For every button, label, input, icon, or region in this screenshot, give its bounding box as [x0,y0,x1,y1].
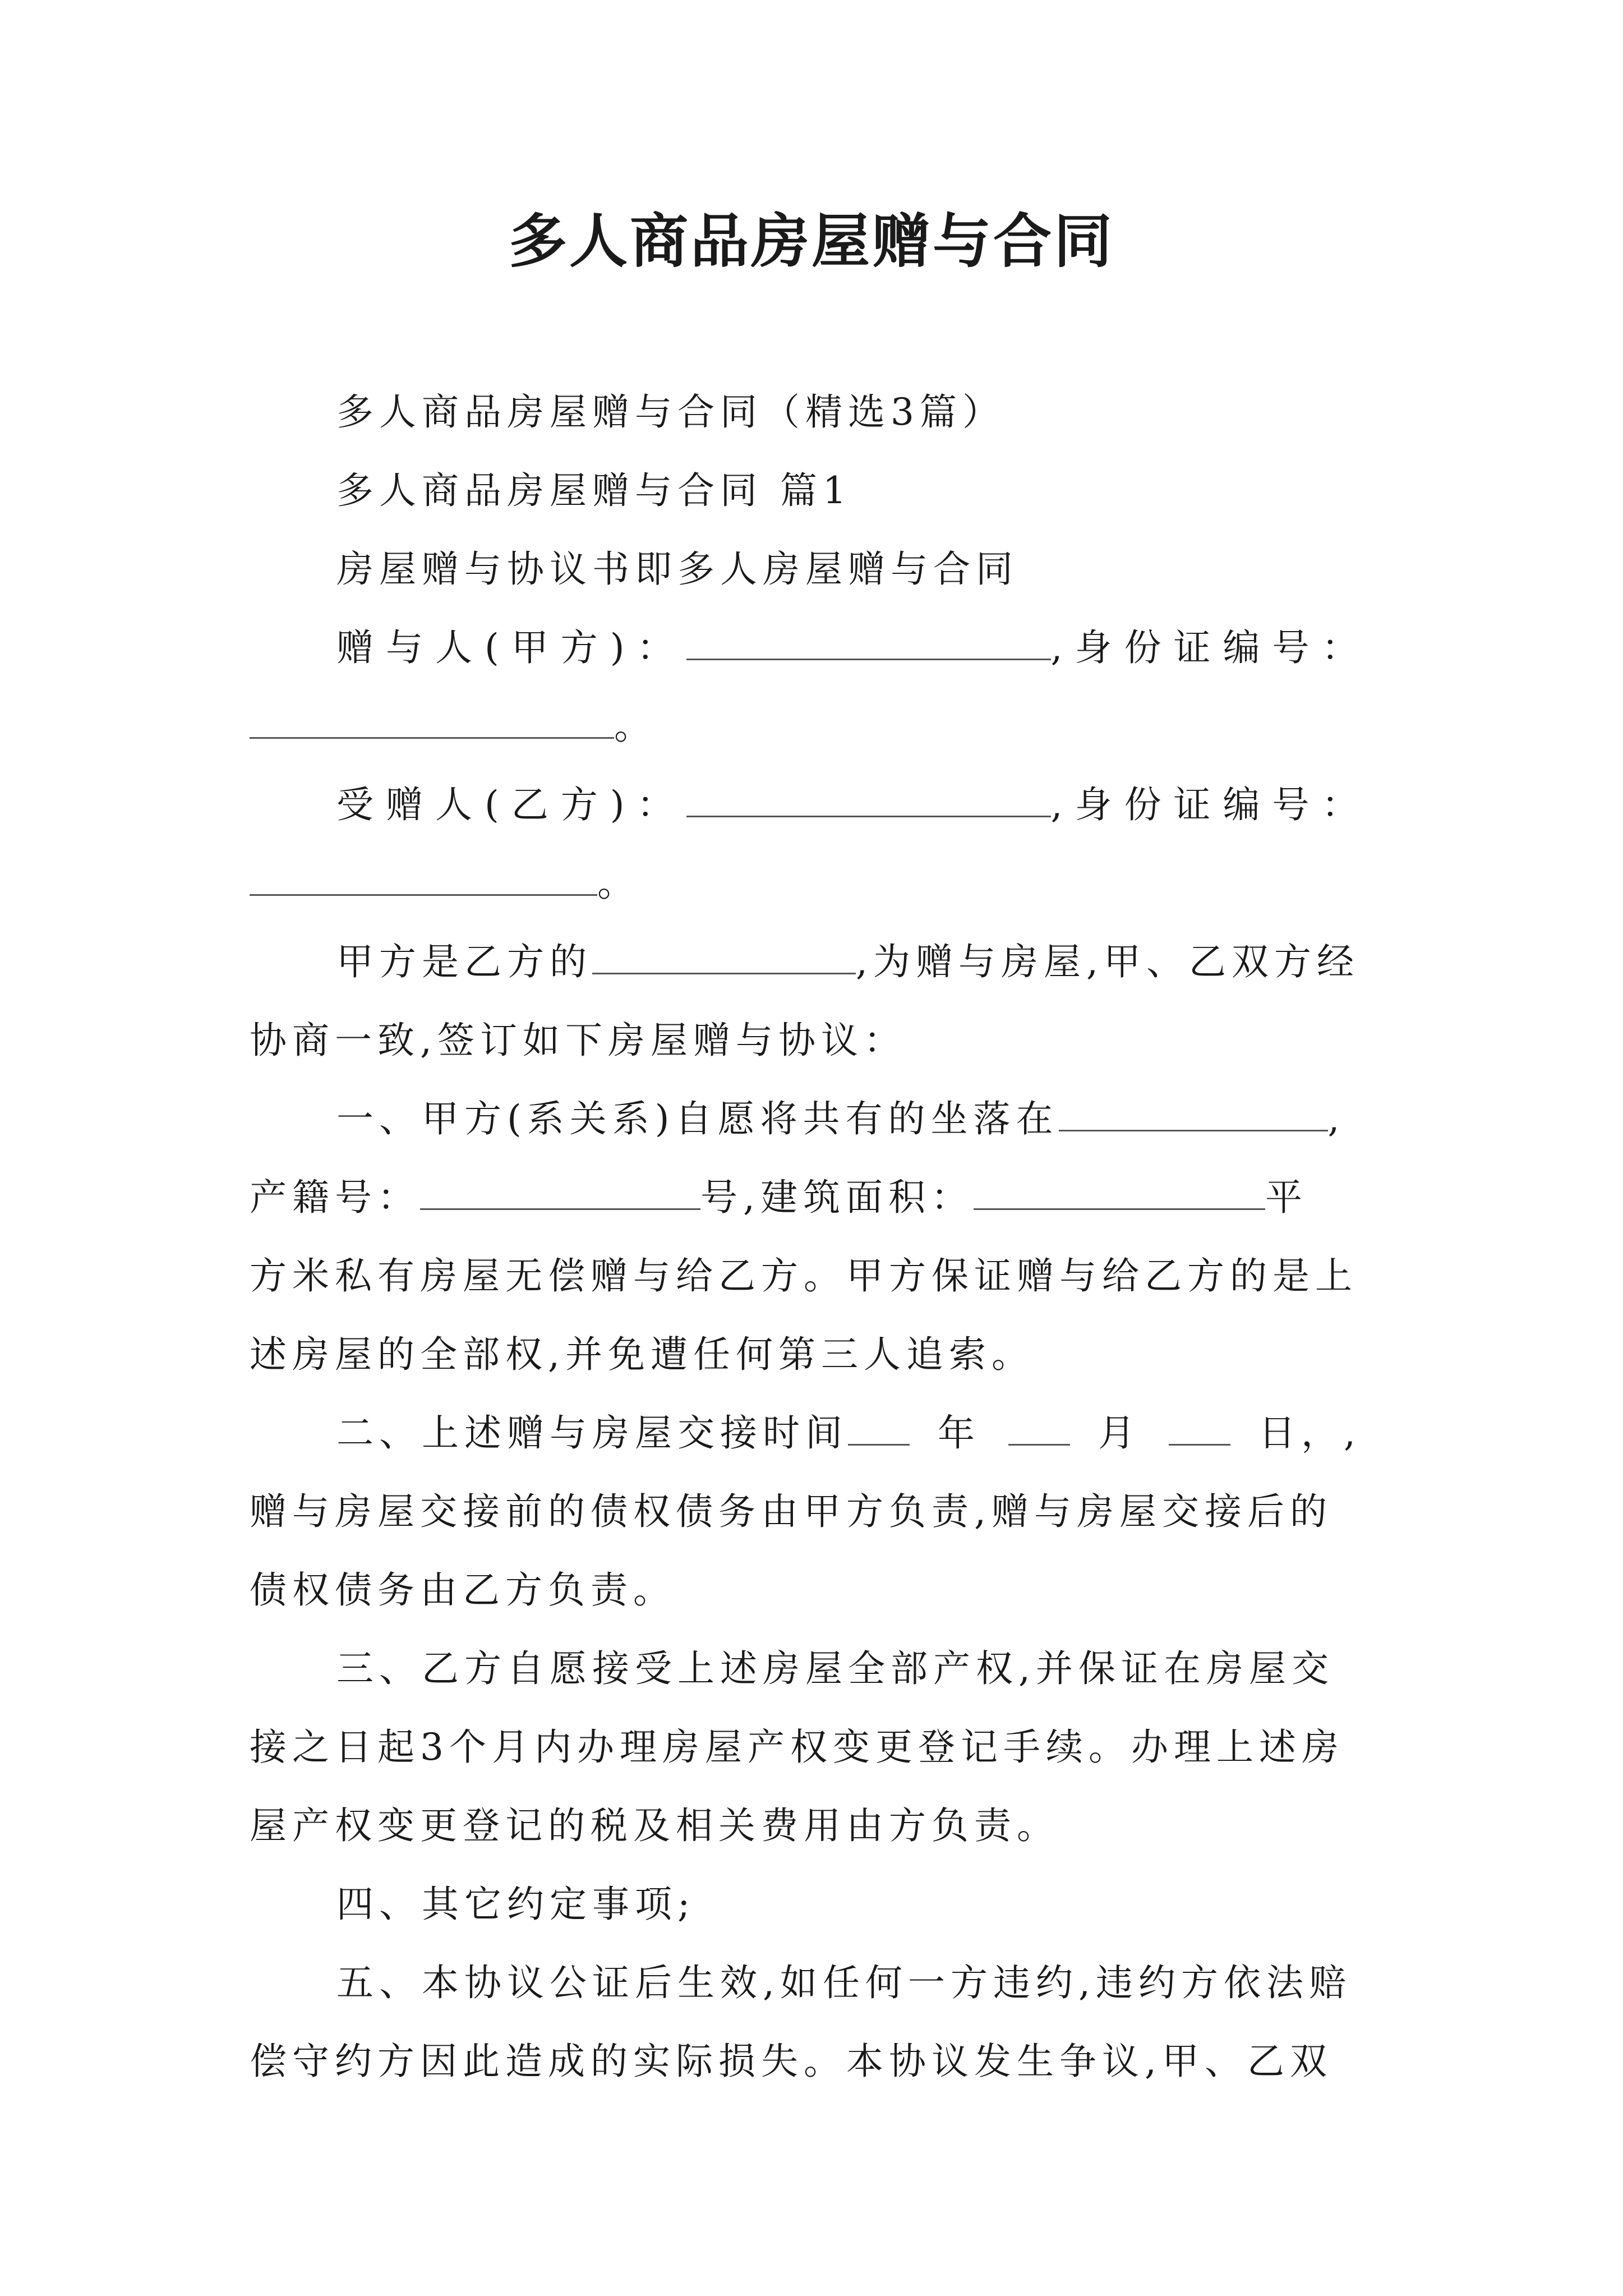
heading-part: 多人商品房屋赠与合同 篇1 [336,469,852,512]
clause1-line-1 [336,1091,1475,1147]
donor-label: 赠与人(甲方)： [336,626,686,669]
clause5-line-1: 五、本协议公证后生效,如任何一方违约,违约方依法赔 [336,1961,1352,2004]
clause2-line-2: 赠与房屋交接前的债权债务由甲方负责,赠与房屋交接后的 [250,1490,1332,1533]
donee-name-blank[interactable] [686,782,1051,817]
clause2-text-a: 二、上述赠与房屋交接时间 [336,1411,848,1455]
clause2-line-3: 债权债务由乙方负责。 [250,1568,676,1612]
document-title: 多人商品房屋赠与合同 [508,206,1114,275]
donor-id-period: 。 [614,705,657,748]
clause1-line-4: 述房屋的全部权,并免遭任何第三人追索。 [250,1333,1034,1376]
property-number-blank[interactable] [420,1175,700,1210]
clause1-text-a: 一、甲方(系关系)自愿将共有的坐落在 [336,1097,1059,1140]
clause1-line-2 [250,1170,1388,1226]
clause1-line-3: 方米私有房屋无偿赠与给乙方。甲方保证赠与给乙方的是上 [250,1254,1358,1297]
donee-id-period: 。 [597,862,640,905]
donee-id-line [250,855,1388,912]
clause1-comma: , [1327,1097,1345,1140]
donor-id-line [250,698,1388,754]
clause2-line-1 [336,1405,1475,1461]
clause5-line-2: 偿守约方因此造成的实际损失。本协议发生争议,甲、乙双 [250,2040,1332,2083]
donor-name-blank[interactable] [686,625,1051,660]
clause3-line-2: 接之日起3个月内办理房屋产权变更登记手续。办理上述房 [250,1726,1344,1769]
clause2-year: 年 [938,1411,980,1455]
clause1-text-c: 号,建筑面积： [700,1176,974,1219]
heading-agreement: 房屋赠与协议书即多人房屋赠与合同 [336,547,1018,591]
clause3-line-1: 三、乙方自愿接受上述房屋全部产权,并保证在房屋交 [336,1647,1334,1690]
donee-line [336,777,1475,833]
donee-label: 受赠人(乙方)： [336,783,686,826]
handover-day-blank[interactable] [1169,1410,1230,1446]
intro-line-1 [336,934,1475,990]
clause1-text-b: 产籍号： [250,1176,420,1219]
clause3-line-3: 屋产权变更登记的税及相关费用由方负责。 [250,1804,1059,1847]
intro-text-b: ,为赠与房屋,甲、乙双方经 [856,940,1359,983]
handover-year-blank[interactable] [848,1410,910,1446]
donor-id-label: ,身份证编号： [1050,626,1371,669]
clause4-line-1: 四、其它约定事项; [336,1883,696,1926]
intro-line-2: 协商一致,签订如下房屋赠与协议： [250,1019,906,1062]
donee-id-label: ,身份证编号： [1050,783,1371,826]
relationship-blank[interactable] [592,939,856,974]
handover-month-blank[interactable] [1008,1410,1070,1446]
donee-id-blank[interactable] [250,861,597,896]
location-blank[interactable] [1059,1096,1328,1131]
clause1-text-d: 平 [1265,1176,1308,1219]
heading-collection: 多人商品房屋赠与合同（精选3篇） [336,390,1005,434]
floor-area-blank[interactable] [974,1175,1265,1210]
intro-text-a: 甲方是乙方的 [336,940,592,983]
clause2-day: 日，, [1258,1411,1361,1455]
clause2-month: 月 [1098,1411,1141,1455]
donor-id-blank[interactable] [250,703,614,739]
donor-line [336,620,1475,676]
